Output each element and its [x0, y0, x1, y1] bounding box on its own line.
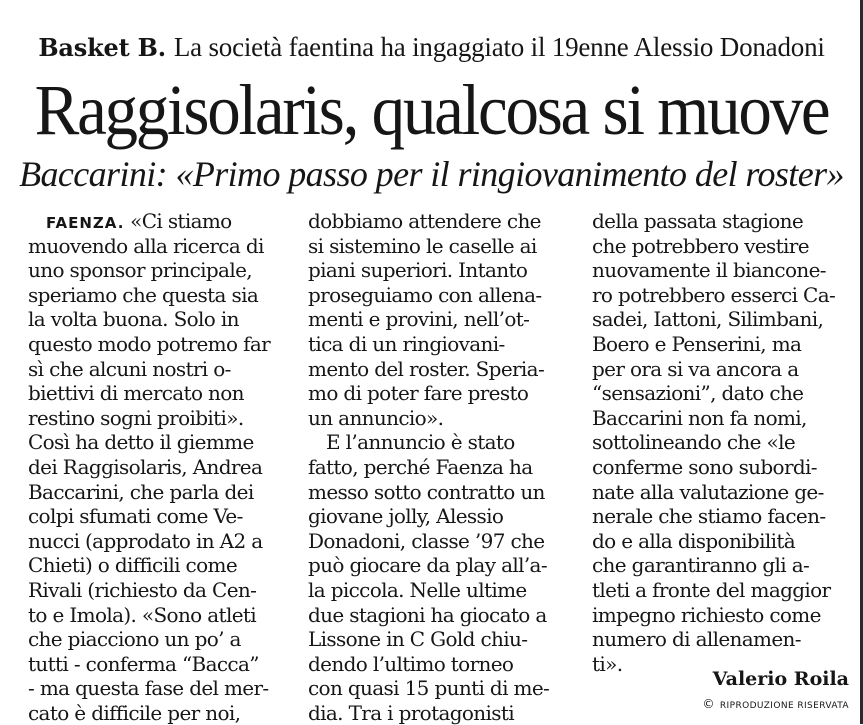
text-column-2	[308, 209, 564, 725]
subheadline: Baccarini: «Primo passo per il ringiovanimento del roster»	[19, 154, 844, 194]
text-line: dendo l’ultimo torneo	[308, 651, 514, 676]
text-line: con quasi 15 punti di me-	[308, 676, 550, 701]
text-line: to e Imola). «Sono atleti	[28, 602, 257, 627]
text-line: un annuncio».	[308, 405, 444, 430]
kicker	[0, 31, 863, 64]
text-line: sottolineando che «le	[592, 430, 796, 455]
text-line: Baccarini non fa nomi,	[592, 405, 807, 430]
text-line: Rivali (richiesto da Cen-	[28, 577, 257, 602]
text-line: colpi sfumati come Ve-	[28, 504, 243, 529]
text-line: Chieti) o difficili come	[28, 553, 237, 578]
text-line: dobbiamo attendere che	[308, 209, 541, 233]
copyright-notice	[703, 697, 850, 713]
copyright-text: RIPRODUZIONE RISERVATA	[719, 701, 849, 711]
text-line: E l’annuncio è stato	[326, 430, 515, 455]
text-line: do e alla disponibilità	[592, 528, 795, 553]
text-line: messo sotto contratto un	[308, 479, 545, 504]
text-line: dia. Tra i protagonisti	[308, 700, 515, 725]
text-line: “sensazioni”, dato che	[592, 381, 804, 406]
text-line: ti».	[592, 651, 623, 676]
text-line: nuovamente il biancone-	[592, 258, 826, 283]
text-line: speriamo che questa sia	[28, 282, 259, 307]
kicker-section-label: Basket B.	[38, 33, 166, 62]
text-line: biettivi di mercato non	[28, 381, 244, 406]
text-line: muovendo alla ricerca di	[28, 233, 264, 258]
text-line: ro potrebbero esserci Ca-	[592, 282, 836, 307]
text-line: sadei, Iattoni, Silimbani,	[592, 307, 824, 332]
text-line: nucci (approdato in A2 a	[28, 528, 263, 553]
text-line: impegno richiesto come	[592, 602, 821, 627]
text-line: può giocare da play all’a-	[308, 553, 547, 578]
text-line: Baccarini, che parla dei	[28, 479, 254, 504]
text-line: restino sogni proibiti».	[28, 405, 244, 430]
text-line: questo modo potremo far	[28, 331, 271, 356]
headline: Raggisolaris, qualcosa si muove	[34, 70, 829, 150]
text-column-3	[592, 209, 848, 676]
text-line: che garantiranno gli a-	[592, 553, 810, 578]
text-line: Donadoni, classe ’97 che	[308, 528, 545, 553]
text-line: Boero e Penserini, ma	[592, 331, 802, 356]
text-line: proseguiamo con allena-	[308, 282, 542, 307]
text-line: uno sponsor principale,	[28, 258, 252, 283]
text-line: mento del roster. Speria-	[308, 356, 545, 381]
text-column-1	[28, 209, 284, 725]
copyright-icon: ©	[702, 697, 715, 711]
text-line-content: «Ci stiamo	[130, 209, 232, 233]
text-line: sì che alcuni nostri o-	[28, 356, 231, 381]
text-line: cato è difficile per noi,	[28, 700, 241, 725]
byline: Valerio Roila	[712, 668, 849, 690]
text-line: si sistemino le caselle ai	[308, 233, 537, 258]
text-line: che piacciono un po’ a	[28, 627, 241, 652]
text-line: la volta buona. Solo in	[28, 307, 239, 332]
text-line: fatto, perché Faenza ha	[308, 454, 533, 479]
text-line: che potrebbero vestire	[592, 233, 809, 258]
text-line: giovane jolly, Alessio	[308, 504, 504, 529]
dateline: FAENZA.	[46, 214, 125, 232]
text-line: per ora si va ancora a	[592, 356, 799, 381]
text-line: numero di allenamen-	[592, 627, 801, 652]
text-line: tica di un ringiovani-	[308, 331, 505, 356]
text-line: della passata stagione	[592, 209, 804, 233]
text-line: due stagioni ha giocato a	[308, 602, 547, 627]
text-line: nate alla valutazione ge-	[592, 479, 824, 504]
text-line: mo di poter fare presto	[308, 381, 529, 406]
text-line: menti e provini, nell’ot-	[308, 307, 530, 332]
text-line: nerale che stiamo facen-	[592, 504, 826, 529]
text-line: dei Raggisolaris, Andrea	[28, 454, 263, 479]
text-line: conferme sono subordi-	[592, 454, 817, 479]
text-line: Lissone in C Gold chiu-	[308, 627, 528, 652]
text-line: piani superiori. Intanto	[308, 258, 528, 283]
text-line: tleti a fronte del maggior	[592, 577, 831, 602]
text-line: la piccola. Nelle ultime	[308, 577, 527, 602]
text-line	[28, 209, 284, 234]
text-line: tutti - conferma “Bacca”	[28, 651, 259, 676]
text-line: - ma questa fase del mer-	[28, 676, 269, 701]
kicker-text: La società faentina ha ingaggiato il 19enne Alessio Donadoni	[173, 32, 825, 62]
text-line: Così ha detto il giemme	[28, 430, 254, 455]
